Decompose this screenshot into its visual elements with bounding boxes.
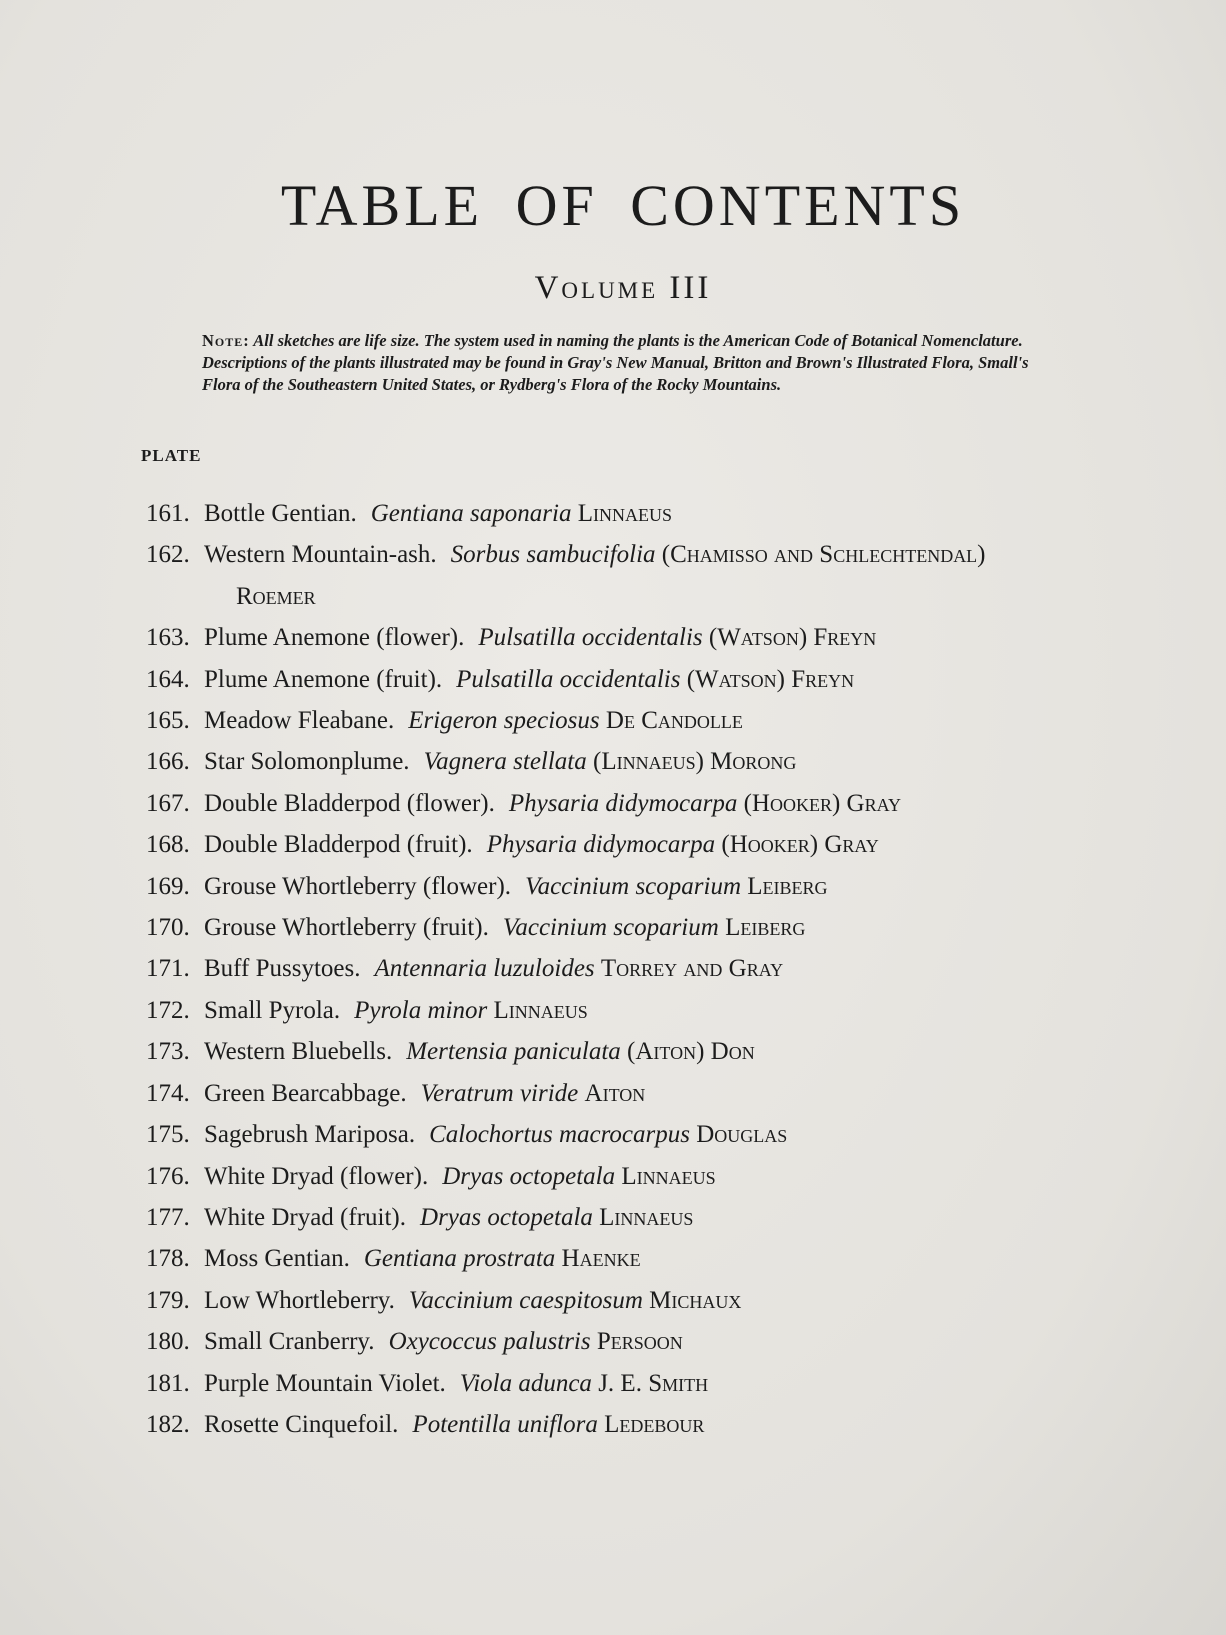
species-name: Veratrum viride [420,1079,579,1107]
plate-entry [146,990,1206,1031]
author-name: Haenke [561,1245,641,1273]
plate-entry [146,1238,1206,1279]
note-label: Note: [202,331,250,350]
common-name: Bottle Gentian. [204,500,357,527]
plate-number: 164. [146,665,190,693]
plate-number: 168. [146,831,190,859]
author-name: (Aiton) Don [627,1038,755,1066]
plate-number: 166. [146,748,190,776]
common-name: Double Bladderpod (flower). [204,789,495,817]
common-name: White Dryad (fruit). [204,1203,407,1231]
plate-entry [146,617,1206,658]
plate-number: 174. [146,1079,190,1107]
author-name: Douglas [696,1121,788,1149]
species-name: Mertensia paniculata [406,1038,621,1066]
plate-entry [146,659,1206,700]
plate-entry [146,907,1206,948]
author-name: Linnaeus [599,1203,694,1231]
note-paragraph [202,330,1034,396]
plate-entry [146,1363,1206,1404]
plate-entry [146,866,1206,907]
species-name: Vaccinium scoparium [525,872,742,900]
plate-number: 177. [146,1203,190,1231]
common-name: Plume Anemone (fruit). [204,665,443,693]
author-name: (Hooker) Gray [721,831,879,859]
common-name: Double Bladderpod (fruit). [204,831,473,859]
plate-entry [146,700,1206,741]
author-name: Torrey and Gray [600,955,784,983]
common-name: Western Bluebells. [204,1038,393,1066]
note-text: All sketches are life size. The system used in naming the plants is the American Code of Botanical Nomenclature. Descriptions of the plants illustrated may be found in Gray's New Manual, Britton and Brown's Illustrated Flora, Small's Flora of the Southeastern United States, or Rydberg's Flora of the Rocky Mountains. [202,331,1029,394]
page-title: TABLE OF CONTENTS [280,173,966,238]
common-name: Sagebrush Mariposa. [204,1121,416,1149]
plate-number: 182. [146,1410,190,1438]
plate-entry [146,1404,1206,1445]
species-name: Gentiana saponaria [370,500,572,527]
species-name: Sorbus sambucifolia [450,541,656,569]
author-name: (Watson) Freyn [686,665,855,693]
plate-entry [146,1321,1206,1362]
common-name: White Dryad (flower). [204,1162,429,1190]
author-name: Aiton [584,1079,646,1107]
common-name: Small Cranberry. [204,1328,375,1356]
common-name: Meadow Fleabane. [204,707,395,735]
plate-number: 181. [146,1369,190,1397]
author-name: J. E. Smith [598,1369,709,1397]
author-name: (Watson) Freyn [708,624,877,652]
plate-number: 173. [146,1038,190,1066]
species-name: Gentiana prostrata [363,1245,556,1273]
species-name: Pulsatilla occidentalis [456,665,681,693]
species-name: Antennaria luzuloides [374,955,595,983]
common-name: Small Pyrola. [204,996,341,1024]
common-name: Plume Anemone (flower). [204,624,465,652]
plate-number: 172. [146,996,190,1024]
plate-number: 178. [146,1245,190,1273]
species-name: Dryas octopetala [420,1203,593,1231]
plate-entry [146,534,1206,617]
plate-entry [146,1073,1206,1114]
common-name: Low Whortleberry. [204,1286,395,1314]
common-name: Grouse Whortleberry (flower). [204,872,512,900]
plate-entry [146,783,1206,824]
species-name: Physaria didymocarpa [486,831,716,859]
plate-number: 175. [146,1121,190,1149]
species-name: Vaccinium caespitosum [408,1286,643,1314]
author-name: (Chamisso and Schlechtendal) [661,541,986,569]
common-name: Green Bearcabbage. [204,1079,407,1107]
author-continuation: Roemer [236,582,316,610]
plate-entry [146,493,1206,534]
author-name: Leiberg [725,914,806,942]
author-name: Linnaeus [493,996,588,1024]
plate-entry [146,824,1206,865]
plate-number: 176. [146,1162,190,1190]
plate-number: 169. [146,872,190,900]
plate-number: 165. [146,707,190,735]
plate-number: 167. [146,789,190,817]
volume-heading: Volume III [534,270,712,306]
plate-entry [146,1280,1206,1321]
author-name: Leiberg [747,872,828,900]
plate-entry [146,1197,1206,1238]
common-name: Buff Pussytoes. [204,955,361,983]
species-name: Potentilla uniflora [412,1410,598,1438]
species-name: Physaria didymocarpa [508,789,738,817]
author-name: Linnaeus [577,500,672,527]
common-name: Western Mountain-ash. [204,541,437,569]
common-name: Rosette Cinquefoil. [204,1410,399,1438]
plate-column-header: PLATE [141,446,202,465]
plate-entry [146,1156,1206,1197]
author-name: (Linnaeus) Morong [593,748,797,776]
plate-list [146,493,1206,1445]
author-name: Persoon [596,1328,683,1356]
common-name: Moss Gentian. [204,1245,350,1273]
plate-number: 170. [146,914,190,942]
plate-entry [146,741,1206,782]
plate-number: 161. [146,500,190,527]
species-name: Vagnera stellata [423,748,587,776]
species-name: Viola adunca [459,1369,592,1397]
author-name: Linnaeus [621,1162,716,1190]
plate-entry [146,1114,1206,1155]
species-name: Oxycoccus palustris [388,1328,591,1356]
plate-number: 162. [146,541,190,569]
common-name: Grouse Whortleberry (fruit). [204,914,489,942]
species-name: Calochortus macrocarpus [429,1121,690,1149]
author-name: (Hooker) Gray [743,789,901,817]
common-name: Star Solomonplume. [204,748,410,776]
author-name: Michaux [649,1286,742,1314]
species-name: Vaccinium scoparium [502,914,719,942]
plate-number: 171. [146,955,190,983]
author-name: De Candolle [605,707,743,735]
author-name: Ledebour [604,1410,705,1438]
species-name: Pulsatilla occidentalis [478,624,703,652]
species-name: Dryas octopetala [442,1162,616,1190]
species-name: Pyrola minor [354,996,488,1024]
plate-entry [146,948,1206,989]
plate-number: 163. [146,624,190,652]
common-name: Purple Mountain Violet. [204,1369,446,1397]
plate-number: 179. [146,1286,190,1314]
plate-number: 180. [146,1328,190,1356]
plate-entry [146,1031,1206,1072]
species-name: Erigeron speciosus [408,707,600,735]
